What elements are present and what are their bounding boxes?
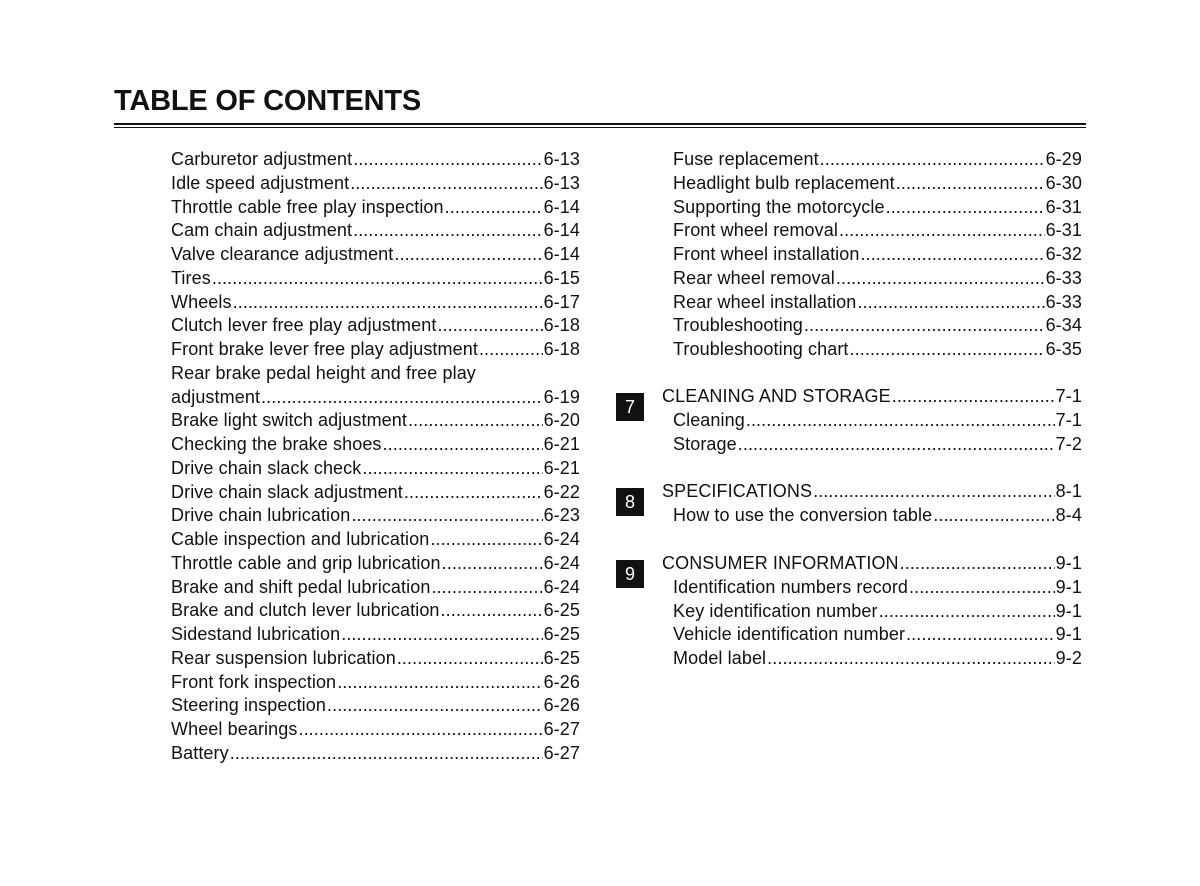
dot-leader xyxy=(909,575,1055,599)
toc-entry[interactable] xyxy=(171,551,580,575)
toc-entry-label: Steering inspection xyxy=(171,695,326,716)
dot-leader xyxy=(479,337,543,361)
toc-entry-label: Vehicle identification number xyxy=(673,624,906,645)
toc-entry-page-number: 6-26 xyxy=(543,671,580,692)
dot-leader xyxy=(397,646,543,670)
toc-entry-page-number: 6-30 xyxy=(1045,172,1082,193)
toc-entry-label: Front fork inspection xyxy=(171,671,337,692)
dot-leader xyxy=(839,218,1045,242)
toc-entry-page-number: 6-14 xyxy=(543,220,580,241)
toc-entry[interactable] xyxy=(673,622,1082,646)
toc-entry[interactable] xyxy=(171,266,580,290)
toc-entry-page-number: 6-14 xyxy=(543,196,580,217)
toc-entry-page-number: 6-27 xyxy=(543,742,580,763)
toc-entry[interactable] xyxy=(673,195,1082,219)
dot-leader xyxy=(230,741,543,765)
toc-entry[interactable] xyxy=(171,646,580,670)
title-rule-thick xyxy=(114,123,1086,125)
toc-entry-page-number: 6-32 xyxy=(1045,244,1082,264)
toc-entry[interactable] xyxy=(673,290,1082,314)
dot-leader xyxy=(900,551,1055,575)
toc-entry-label: Wheels xyxy=(171,291,232,312)
toc-entry-page-number: 9-1 xyxy=(1055,553,1082,573)
toc-entry[interactable] xyxy=(171,361,580,385)
toc-entry-page-number: 9-1 xyxy=(1055,576,1082,597)
toc-entry-label: CLEANING AND STORAGE xyxy=(662,386,891,406)
toc-entry-label: Front wheel removal xyxy=(673,220,838,241)
toc-entry-page-number: 6-15 xyxy=(543,267,580,288)
dot-leader xyxy=(353,218,542,242)
toc-entry-label: Valve clearance adjustment xyxy=(171,244,394,264)
toc-entry-page-number: 6-27 xyxy=(543,719,580,739)
toc-entry-page-number: 6-34 xyxy=(1045,315,1082,336)
toc-entry-page-number: 6-35 xyxy=(1045,339,1082,359)
toc-entry-page-number: 7-2 xyxy=(1055,433,1082,454)
dot-leader xyxy=(337,670,542,694)
toc-entry[interactable] xyxy=(171,670,580,694)
toc-chapter-heading[interactable] xyxy=(662,384,1082,408)
toc-entry-label: Clutch lever free play adjustment xyxy=(171,315,437,336)
toc-entry-label: Throttle cable and grip lubrication xyxy=(171,552,441,573)
toc-entry[interactable] xyxy=(171,432,580,456)
dot-leader xyxy=(861,242,1045,266)
toc-entry-page-number: 7-1 xyxy=(1055,386,1082,406)
dot-leader xyxy=(442,551,543,575)
toc-entry[interactable] xyxy=(673,575,1082,599)
toc-entry[interactable] xyxy=(171,503,580,527)
toc-entry[interactable] xyxy=(673,242,1082,266)
dot-leader xyxy=(738,432,1055,456)
toc-entry-page-number: 6-14 xyxy=(543,244,580,264)
dot-leader xyxy=(896,171,1045,195)
toc-entry[interactable] xyxy=(171,741,580,765)
dot-leader xyxy=(430,527,542,551)
toc-entry-label: Identification numbers record xyxy=(673,576,909,597)
dot-leader xyxy=(850,337,1045,361)
toc-entry-label: Front brake lever free play adjustment xyxy=(171,339,478,359)
toc-entry-page-number: 6-22 xyxy=(543,481,580,502)
toc-entry-label: Brake light switch adjustment xyxy=(171,410,408,431)
toc-entry[interactable] xyxy=(171,337,580,361)
toc-entry-page-number: 6-25 xyxy=(543,624,580,644)
toc-entry-label: adjustment xyxy=(171,386,261,407)
toc-entry-label: Model label xyxy=(673,648,767,668)
dot-leader xyxy=(408,408,543,432)
toc-entry[interactable] xyxy=(171,456,580,480)
dot-leader xyxy=(906,622,1055,646)
toc-entry[interactable] xyxy=(171,313,580,337)
toc-entry-label: How to use the conversion table xyxy=(673,504,933,525)
toc-entry[interactable] xyxy=(171,408,580,432)
toc-entry[interactable] xyxy=(673,147,1082,171)
toc-entry[interactable] xyxy=(673,266,1082,290)
dot-leader xyxy=(746,408,1055,432)
dot-leader xyxy=(886,195,1045,219)
toc-entry-label: Rear wheel removal xyxy=(673,267,835,288)
toc-entry-page-number: 6-24 xyxy=(543,529,580,549)
chapter-number-tab: 9 xyxy=(616,560,644,588)
toc-entry[interactable] xyxy=(673,646,1082,670)
toc-entry-label: Headlight bulb replacement xyxy=(673,172,895,193)
toc-entry-label: CONSUMER INFORMATION xyxy=(662,553,899,573)
toc-entry-page-number: 6-31 xyxy=(1045,196,1082,217)
toc-entry-label: Cable inspection and lubrication xyxy=(171,529,430,549)
toc-entry[interactable] xyxy=(171,218,580,242)
toc-entry-label: Idle speed adjustment xyxy=(171,172,350,193)
toc-entry-page-number: 6-18 xyxy=(543,339,580,359)
dot-leader xyxy=(233,290,543,314)
dot-leader xyxy=(298,717,542,741)
dot-leader xyxy=(431,575,542,599)
toc-entry-page-number: 6-33 xyxy=(1045,267,1082,288)
toc-entry-label: Supporting the motorcycle xyxy=(673,196,885,217)
toc-entry-page-number: 6-13 xyxy=(543,149,580,169)
toc-entry[interactable] xyxy=(673,599,1082,623)
toc-entry[interactable] xyxy=(171,575,580,599)
dot-leader xyxy=(404,480,543,504)
toc-entry[interactable] xyxy=(171,242,580,266)
page-title: TABLE OF CONTENTS xyxy=(114,85,421,117)
toc-entry[interactable] xyxy=(171,385,580,409)
toc-entry[interactable] xyxy=(171,527,580,551)
chapter-number-tab: 8 xyxy=(616,488,644,516)
dot-leader xyxy=(383,432,543,456)
dot-leader xyxy=(212,266,543,290)
toc-entry-page-number: 6-17 xyxy=(543,291,580,312)
chapter-number-tab: 7 xyxy=(616,393,644,421)
toc-entry-label: Front wheel installation xyxy=(673,244,860,264)
toc-entry-label: Sidestand lubrication xyxy=(171,624,341,644)
toc-entry-label: Drive chain lubrication xyxy=(171,505,351,526)
toc-entry-page-number: 6-19 xyxy=(543,386,580,407)
toc-chapter-heading[interactable] xyxy=(662,551,1082,575)
toc-entry-page-number: 6-26 xyxy=(543,695,580,716)
toc-entry[interactable] xyxy=(673,432,1082,456)
toc-entry-label: Carburetor adjustment xyxy=(171,149,353,169)
toc-entry-label: Troubleshooting xyxy=(673,315,803,336)
toc-entry-label: Tires xyxy=(171,267,211,288)
toc-entry[interactable] xyxy=(171,195,580,219)
dot-leader xyxy=(836,266,1045,290)
toc-entry-label: Battery xyxy=(171,742,229,763)
toc-entry-label: Brake and clutch lever lubrication xyxy=(171,600,440,621)
dot-leader xyxy=(350,171,542,195)
toc-entry[interactable] xyxy=(171,290,580,314)
toc-entry-page-number: 9-2 xyxy=(1055,648,1082,668)
dot-leader xyxy=(892,384,1055,408)
dot-leader xyxy=(857,290,1044,314)
toc-entry-label: Throttle cable free play inspection xyxy=(171,196,444,217)
toc-entry-page-number: 6-13 xyxy=(543,172,580,193)
toc-entry-page-number: 6-24 xyxy=(543,552,580,573)
toc-entry[interactable] xyxy=(171,717,580,741)
toc-entry-label: Troubleshooting chart xyxy=(673,339,849,359)
toc-entry[interactable] xyxy=(673,408,1082,432)
toc-entry-label: Cleaning xyxy=(673,409,745,430)
dot-leader xyxy=(362,456,542,480)
toc-entry[interactable] xyxy=(673,337,1082,361)
toc-entry-page-number: 6-29 xyxy=(1045,149,1082,169)
toc-entry-page-number: 6-31 xyxy=(1045,220,1082,241)
toc-chapter-heading[interactable] xyxy=(662,479,1082,503)
toc-entry-label: Rear suspension lubrication xyxy=(171,647,396,668)
dot-leader xyxy=(351,503,542,527)
toc-entry-page-number: 6-21 xyxy=(543,434,580,454)
dot-leader xyxy=(394,242,542,266)
toc-entry-label: Fuse replacement xyxy=(673,149,819,169)
toc-entry-page-number: 6-25 xyxy=(543,600,580,621)
toc-entry-page-number: 6-24 xyxy=(543,576,580,597)
toc-entry-label: Rear wheel installation xyxy=(673,291,857,312)
toc-entry[interactable] xyxy=(171,622,580,646)
dot-leader xyxy=(813,479,1055,503)
toc-entry-label: Drive chain slack check xyxy=(171,457,362,478)
toc-entry[interactable] xyxy=(673,503,1082,527)
toc-entry-page-number: 9-1 xyxy=(1055,624,1082,645)
toc-entry-page-number: 8-4 xyxy=(1055,504,1082,525)
toc-entry-label: SPECIFICATIONS xyxy=(662,481,813,501)
toc-entry[interactable] xyxy=(673,171,1082,195)
toc-entry-label: Key identification number xyxy=(673,600,878,621)
dot-leader xyxy=(879,599,1055,623)
dot-leader xyxy=(767,646,1055,670)
toc-entry-label: Brake and shift pedal lubrication xyxy=(171,576,431,597)
toc-entry[interactable] xyxy=(171,598,580,622)
toc-entry-page-number: 6-20 xyxy=(543,410,580,431)
toc-entry[interactable] xyxy=(171,171,580,195)
dot-leader xyxy=(261,385,543,409)
toc-entry[interactable] xyxy=(171,147,580,171)
toc-entry-label: Rear brake pedal height and free play xyxy=(171,362,476,383)
dot-leader xyxy=(441,598,543,622)
dot-leader xyxy=(933,503,1054,527)
toc-entry-page-number: 8-1 xyxy=(1055,481,1082,501)
toc-entry-label: Drive chain slack adjustment xyxy=(171,481,403,502)
dot-leader xyxy=(353,147,542,171)
toc-entry[interactable] xyxy=(673,218,1082,242)
toc-entry-page-number: 7-1 xyxy=(1055,409,1082,430)
toc-entry[interactable] xyxy=(673,313,1082,337)
toc-entry-label: Wheel bearings xyxy=(171,719,298,739)
toc-entry-page-number: 6-25 xyxy=(543,647,580,668)
dot-leader xyxy=(445,195,543,219)
toc-entry[interactable] xyxy=(171,693,580,717)
dot-leader xyxy=(820,147,1045,171)
dot-leader xyxy=(341,622,542,646)
title-rule-thin xyxy=(114,127,1086,128)
toc-entry[interactable] xyxy=(171,480,580,504)
toc-entry-page-number: 6-33 xyxy=(1045,291,1082,312)
toc-entry-page-number: 6-23 xyxy=(543,505,580,526)
toc-entry-label: Checking the brake shoes xyxy=(171,434,382,454)
toc-entry-page-number: 6-18 xyxy=(543,315,580,336)
toc-entry-page-number: 9-1 xyxy=(1055,600,1082,621)
dot-leader xyxy=(804,313,1045,337)
dot-leader xyxy=(327,693,543,717)
toc-entry-label: Cam chain adjustment xyxy=(171,220,353,241)
toc-entry-page-number: 6-21 xyxy=(543,457,580,478)
dot-leader xyxy=(437,313,542,337)
toc-entry-label: Storage xyxy=(673,433,737,454)
